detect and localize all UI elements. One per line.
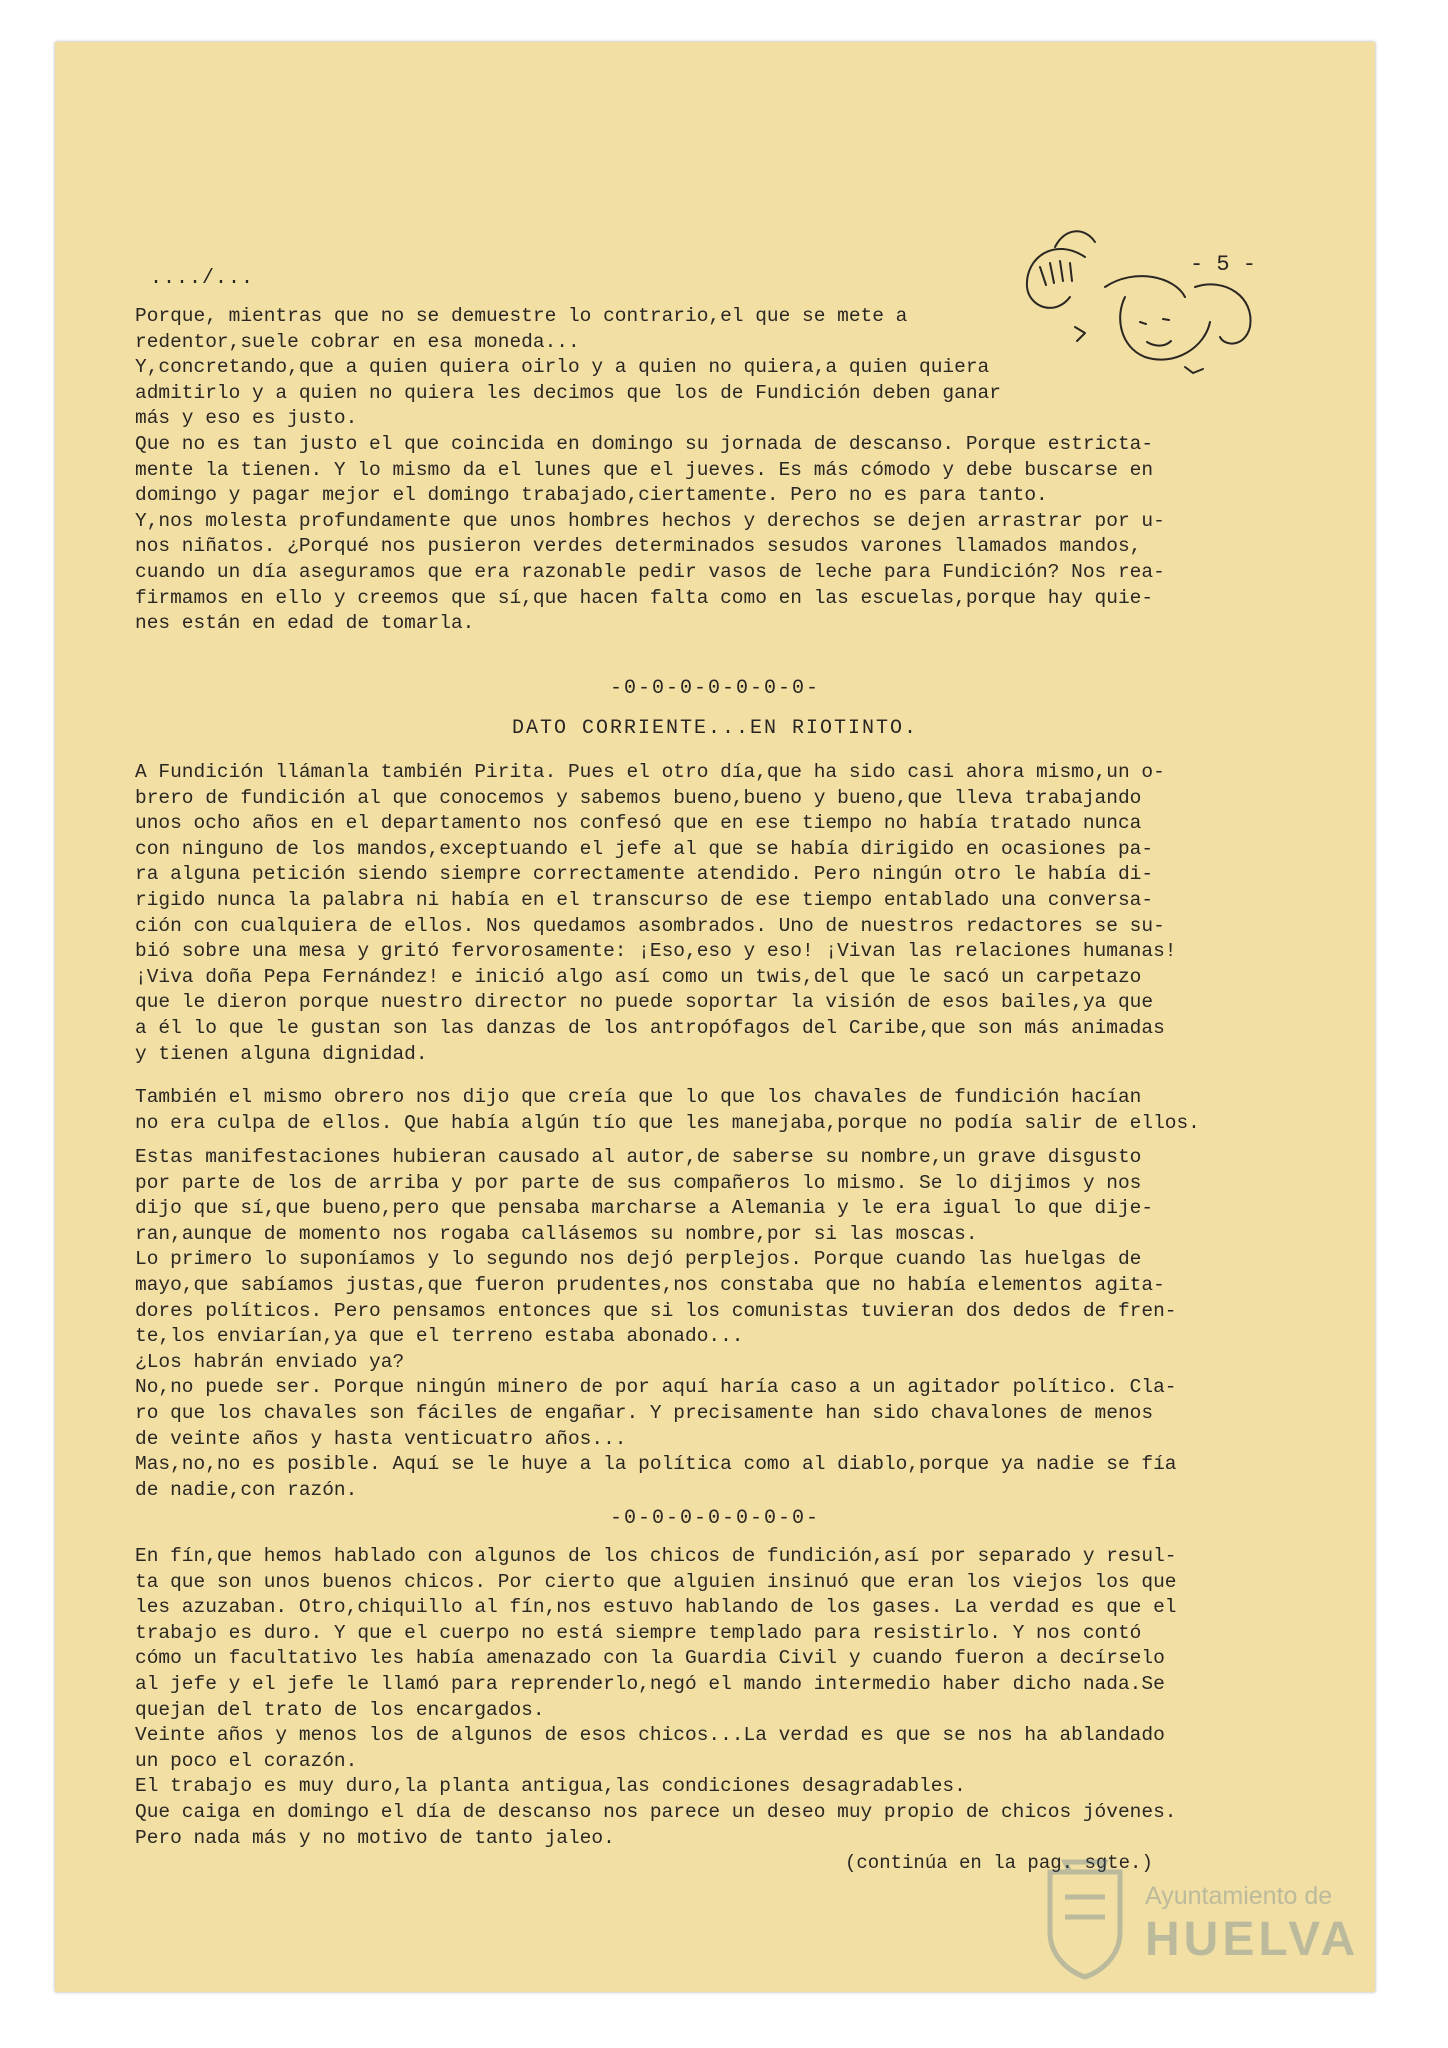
separator-line: -0-0-0-0-0-0-0- <box>609 677 821 700</box>
paragraph-manifestaciones: Estas manifestaciones hubieran causado al autor,de saberse su nombre,un grave disgusto por parte de los de arriba y por parte de sus compañeros lo mismo. Se lo dijimos y nos dijo que sí,que bueno,pero que pensaba marcharse a Alemania y le era igual lo que dije- ran,aunque de momento nos rogaba callásemos su nombre,por si las moscas. Lo primero lo suponíamos y lo segundo nos dejó perplejos. Porque cuando las huelgas de mayo,que sabíamos justas,que fueron prudentes,nos constaba que no había elementos agita- dores políticos. Pero pensamos entonces que si los comunistas tuvieran dos dedos de fren- te,los enviarían,ya que el terreno estaba abonado... ¿Los habrán enviado ya? No,no puede ser. Porque ningún minero de por aquí haría caso a un agitador político. Cla- ro que los chavales son fáciles de engañar. Y precisamente han sido chavalones de menos de veinte años y hasta venticuatro años... Mas,no,no es posible. Aquí se le huye a la política como al diablo,porque ya nadie se fía de nadie,con razón. <box>135 1146 1177 1501</box>
watermark-line-2: HUELVA <box>1145 1913 1360 1966</box>
ayuntamiento-watermark <box>1035 1852 1360 1987</box>
paragraph-intro: Porque, mientras que no se demuestre lo contrario,el que se mete a redentor,suele cobrar en esa moneda... Y,concretando,que a quien quiera oirlo y a quien no quiera,a quien quiera admitirlo y a quien no quiera les decimos que los de Fundición deben ganar más y eso es justo. Que no es tan justo el que coincida en domingo su jornada de descanso. Porque estricta- mente la tienen. Y lo mismo da el lunes que el jueves. Es más cómodo y debe buscarse en domingo y pagar mejor el domingo trabajado,ciertamente. Pero no es para tanto. Y,nos molesta profundamente que unos hombres hechos y derechos se dejen arrastrar por u- nos niñatos. ¿Porqué nos pusieron verdes determinados sesudos varones llamados mandos, cuando un día aseguramos que era razonable pedir vasos de leche para Fundición? Nos rea- firmamos en ello y creemos que sí,que hacen falta como en las escuelas,porque hay quie- nes están en edad de tomarla. <box>135 305 1165 635</box>
watermark-line-1: Ayuntamiento de <box>1145 1882 1333 1910</box>
paragraph-obrero: También el mismo obrero nos dijo que creía que lo que los chavales de fundición hacían no era culpa de ellos. Que había algún tío que les manejaba,porque no podía salir de ellos. <box>135 1086 1200 1134</box>
section-title: DATO CORRIENTE...EN RIOTINTO. <box>511 717 919 740</box>
coat-of-arms-icon <box>1035 1852 1135 1982</box>
separator-line: -0-0-0-0-0-0-0- <box>609 1507 821 1530</box>
continuation-mark: ..../... <box>150 267 255 290</box>
document-page <box>55 42 1375 1992</box>
continuation-note: (continúa en la pag. sgte.) <box>845 1852 1153 1874</box>
page-number: - 5 - <box>1190 252 1257 277</box>
paragraph-chicos: En fín,que hemos hablado con algunos de los chicos de fundición,así por separado y resul- ta que son unos buenos chicos. Por cierto que alguien insinuó que eran los viejos los que les azuzaban. Otro,chiquillo al fín,nos estuvo hablando de los gases. La verdad es que el trabajo es duro. Y que el cuerpo no está siempre templado para resistirlo. Y nos contó cómo un facultativo les había amenazado con la Guardia Civil y cuando fueron a decírselo al jefe y el jefe le llamó para reprenderlo,negó el mando intermedio haber dicho nada.Se quejan del trato de los encargados. Veinte años y menos los de algunos de esos chicos...La verdad es que se nos ha ablandado un poco el corazón. El trabajo es muy duro,la planta antigua,las condiciones desagradables. Que caiga en domingo el día de descanso nos parece un deseo muy propio de chicos jóvenes. Pero nada más y no motivo de tanto jaleo. <box>135 1545 1177 1849</box>
paragraph-fundicion: A Fundición llámanla también Pirita. Pues el otro día,que ha sido casi ahora mismo,un o- brero de fundición al que conocemos y sabemos bueno,bueno y bueno,que lleva trabajando unos ocho años en el departamento nos confesó que en ese tiempo no había tratado nunca con ninguno de los mandos,exceptuando el jefe al que se había dirigido en ocasiones pa- ra alguna petición siendo siempre correctamente atendido. Pero ningún otro le había di- rigido nunca la palabra ni había en el transcurso de ese tiempo entablado una conversa- ción con cualquiera de ellos. Nos quedamos asombrados. Uno de nuestros redactores se su- bió sobre una mesa y gritó fervorosamente: ¡Eso,eso y eso! ¡Vivan las relaciones humanas! ¡Viva doña Pepa Fernández! e inició algo así como un twis,del que le sacó un carpetazo que le dieron porque nuestro director no puede soportar la visión de esos bailes,ya que a él lo que le gustan son las danzas de los antropófagos del Caribe,que son más animadas y tienen alguna dignidad. <box>135 761 1177 1065</box>
